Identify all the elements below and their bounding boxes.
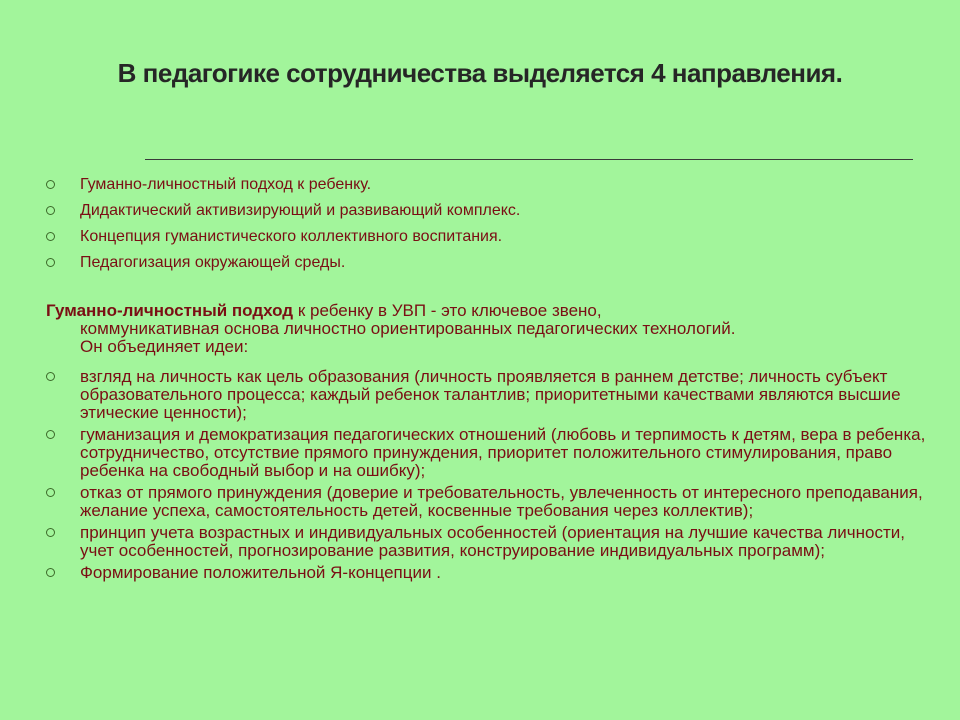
idea-item [46,484,934,520]
intro-line1: к ребенку в УВП - это ключевое звено, [293,301,602,320]
circle-bullet-icon [46,430,55,439]
idea-item [46,564,934,582]
direction-text: Дидактический активизирующий и развивающий комплекс. [80,202,521,219]
idea-text: принцип учета возрастных и индивидуальных особенностей (ориентация на лучшие качества личности, учет особенностей, прогнозирование развития, конструирование индивидуальных программ); [80,523,905,560]
idea-text: Формирование положительной Я-концепции . [80,563,441,582]
direction-item [46,250,520,276]
circle-bullet-icon [46,528,55,537]
slide-title: В педагогике сотрудничества выделяется 4 направления. [117,58,843,88]
intro-paragraph [46,302,926,356]
ideas-list [46,368,934,586]
intro-line3: Он объединяет идеи: [80,337,249,356]
circle-bullet-icon [46,258,55,267]
idea-item [46,368,934,422]
direction-item [46,172,520,198]
intro-line2: коммуникативная основа личностно ориентированных педагогических технологий. [80,319,736,338]
idea-item [46,524,934,560]
circle-bullet-icon [46,206,55,215]
direction-item [46,224,520,250]
circle-bullet-icon [46,180,55,189]
intro-lead: Гуманно-личностный подход [46,301,294,320]
idea-text: гуманизация и демократизация педагогических отношений (любовь и терпимость к детям, вера в ребенка, сотрудничество, отсутствие прямого принуждения, приоритет положительного стимулирования, право ребенка на свободный выбор и на ошибку); [80,425,926,480]
circle-bullet-icon [46,488,55,497]
circle-bullet-icon [46,568,55,577]
direction-item [46,198,520,224]
idea-item [46,426,934,480]
title-divider [145,159,913,160]
directions-list [46,172,520,276]
circle-bullet-icon [46,372,55,381]
idea-text: взгляд на личность как цель образования (личность проявляется в раннем детстве; личность субъект образовательного процесса; каждый ребенок талантлив; приоритетными качествами являются высшие этические ценности); [80,367,901,422]
circle-bullet-icon [46,232,55,241]
idea-text: отказ от прямого принуждения (доверие и требовательность, увлеченность от интересного преподавания, желание успеха, самостоятельность детей, косвенные требования через коллектив); [80,483,923,520]
direction-text: Концепция гуманистического коллективного воспитания. [80,228,503,245]
direction-text: Педагогизация окружающей среды. [80,254,346,271]
direction-text: Гуманно-личностный подход к ребенку. [80,176,372,193]
